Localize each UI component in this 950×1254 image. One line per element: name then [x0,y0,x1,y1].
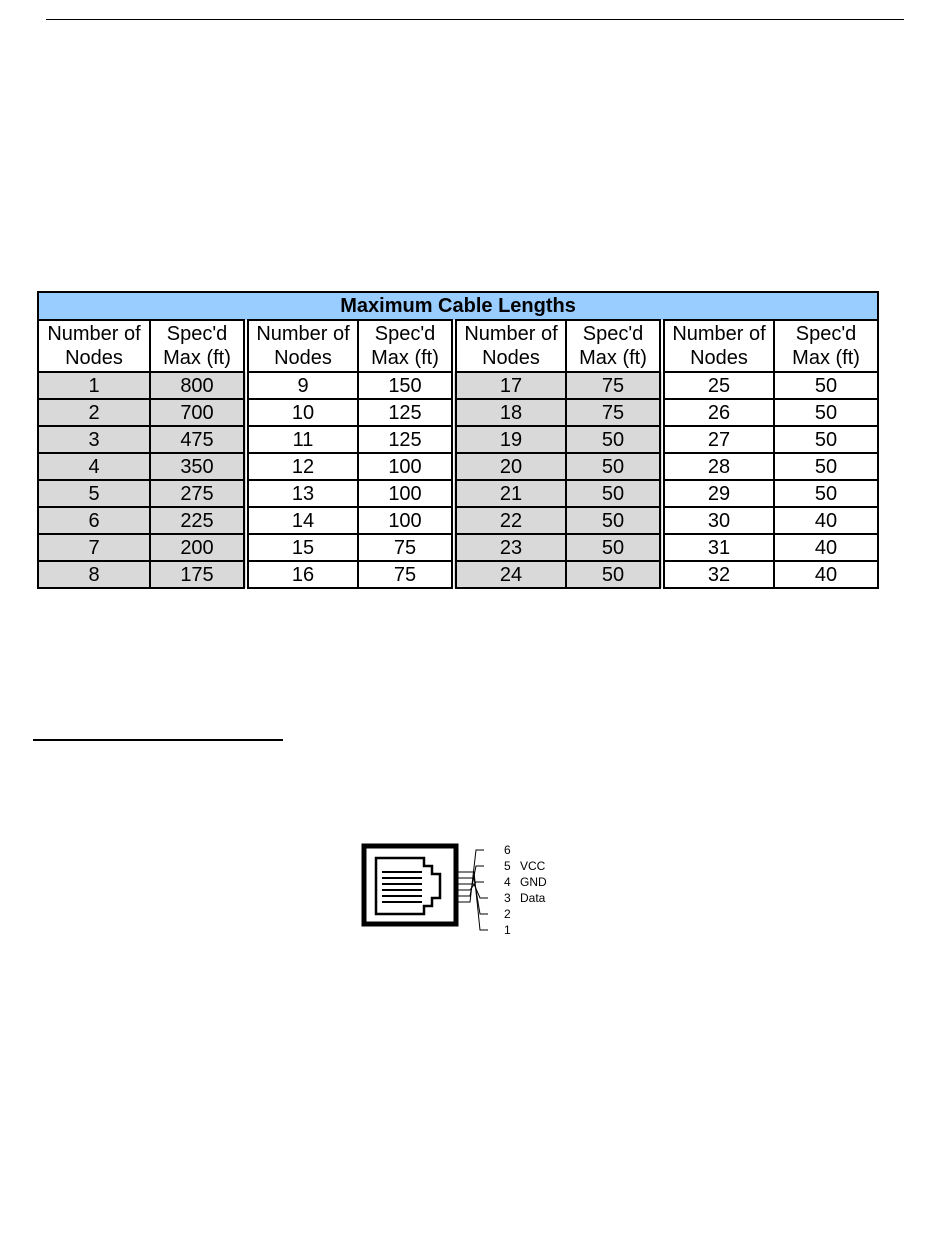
pin-number: 2 [504,907,511,921]
column-header-nodes: Number of Nodes [454,320,566,372]
cell-max-ft: 50 [774,480,878,507]
cell-nodes: 15 [246,534,358,561]
cell-max-ft: 40 [774,507,878,534]
rj-connector-pinout-diagram [356,838,556,948]
cell-max-ft: 75 [358,534,454,561]
cell-nodes: 17 [454,372,566,399]
cell-nodes: 28 [662,453,774,480]
table-title: Maximum Cable Lengths [38,292,878,320]
cell-nodes: 14 [246,507,358,534]
cell-nodes: 3 [38,426,150,453]
section-heading-underline [33,739,283,741]
cell-nodes: 31 [662,534,774,561]
cell-max-ft: 275 [150,480,246,507]
cell-max-ft: 100 [358,507,454,534]
cell-nodes: 12 [246,453,358,480]
pin-signal-label: VCC [520,859,546,873]
cell-nodes: 32 [662,561,774,588]
pin-signal-label: Data [520,891,546,905]
cell-max-ft: 700 [150,399,246,426]
cell-nodes: 10 [246,399,358,426]
cell-nodes: 18 [454,399,566,426]
pin-signal-label: GND [520,875,547,889]
cell-nodes: 2 [38,399,150,426]
cell-nodes: 16 [246,561,358,588]
table-row [38,372,878,399]
cell-max-ft: 50 [774,399,878,426]
cell-max-ft: 100 [358,480,454,507]
cell-nodes: 24 [454,561,566,588]
cell-nodes: 25 [662,372,774,399]
cell-nodes: 23 [454,534,566,561]
cell-max-ft: 50 [566,561,662,588]
cell-nodes: 4 [38,453,150,480]
column-header-max: Spec'd Max (ft) [774,320,878,372]
pin-lead-line [456,866,484,896]
pin-number: 4 [504,875,511,889]
cell-nodes: 7 [38,534,150,561]
cell-max-ft: 50 [566,426,662,453]
cell-max-ft: 50 [566,480,662,507]
cell-max-ft: 100 [358,453,454,480]
cell-max-ft: 800 [150,372,246,399]
cell-max-ft: 75 [358,561,454,588]
cell-nodes: 27 [662,426,774,453]
cell-max-ft: 50 [774,426,878,453]
max-cable-lengths-table [37,291,879,589]
column-header-nodes: Number of Nodes [38,320,150,372]
table-row [38,426,878,453]
cell-max-ft: 225 [150,507,246,534]
pin-number: 1 [504,923,511,937]
cell-max-ft: 75 [566,372,662,399]
cell-max-ft: 50 [774,453,878,480]
cell-nodes: 19 [454,426,566,453]
cell-nodes: 6 [38,507,150,534]
column-header-max: Spec'd Max (ft) [150,320,246,372]
cell-nodes: 1 [38,372,150,399]
cell-nodes: 20 [454,453,566,480]
cell-nodes: 30 [662,507,774,534]
table-row [38,399,878,426]
cell-nodes: 8 [38,561,150,588]
table-row [38,480,878,507]
cell-max-ft: 125 [358,399,454,426]
cell-max-ft: 40 [774,534,878,561]
cell-max-ft: 50 [566,453,662,480]
cell-max-ft: 200 [150,534,246,561]
cell-nodes: 9 [246,372,358,399]
table-row [38,453,878,480]
cell-max-ft: 50 [774,372,878,399]
top-rule [46,19,904,20]
cell-nodes: 11 [246,426,358,453]
cell-max-ft: 175 [150,561,246,588]
cell-max-ft: 75 [566,399,662,426]
pin-number: 6 [504,843,511,857]
cell-nodes: 22 [454,507,566,534]
pin-leads [456,843,547,937]
cell-nodes: 21 [454,480,566,507]
cell-max-ft: 50 [566,534,662,561]
column-header-max: Spec'd Max (ft) [358,320,454,372]
pin-number: 3 [504,891,511,905]
cell-nodes: 29 [662,480,774,507]
cell-max-ft: 475 [150,426,246,453]
cell-nodes: 5 [38,480,150,507]
connector-jack-outline [376,858,440,914]
cell-max-ft: 125 [358,426,454,453]
pin-number: 5 [504,859,511,873]
column-header-max: Spec'd Max (ft) [566,320,662,372]
column-header-nodes: Number of Nodes [662,320,774,372]
cell-max-ft: 40 [774,561,878,588]
cell-max-ft: 50 [566,507,662,534]
table-row [38,507,878,534]
cell-nodes: 13 [246,480,358,507]
table-row [38,561,878,588]
table-row [38,534,878,561]
cell-max-ft: 350 [150,453,246,480]
pin-lead-line [456,882,484,890]
cell-max-ft: 150 [358,372,454,399]
column-header-nodes: Number of Nodes [246,320,358,372]
cell-nodes: 26 [662,399,774,426]
table-header-row [38,320,878,372]
